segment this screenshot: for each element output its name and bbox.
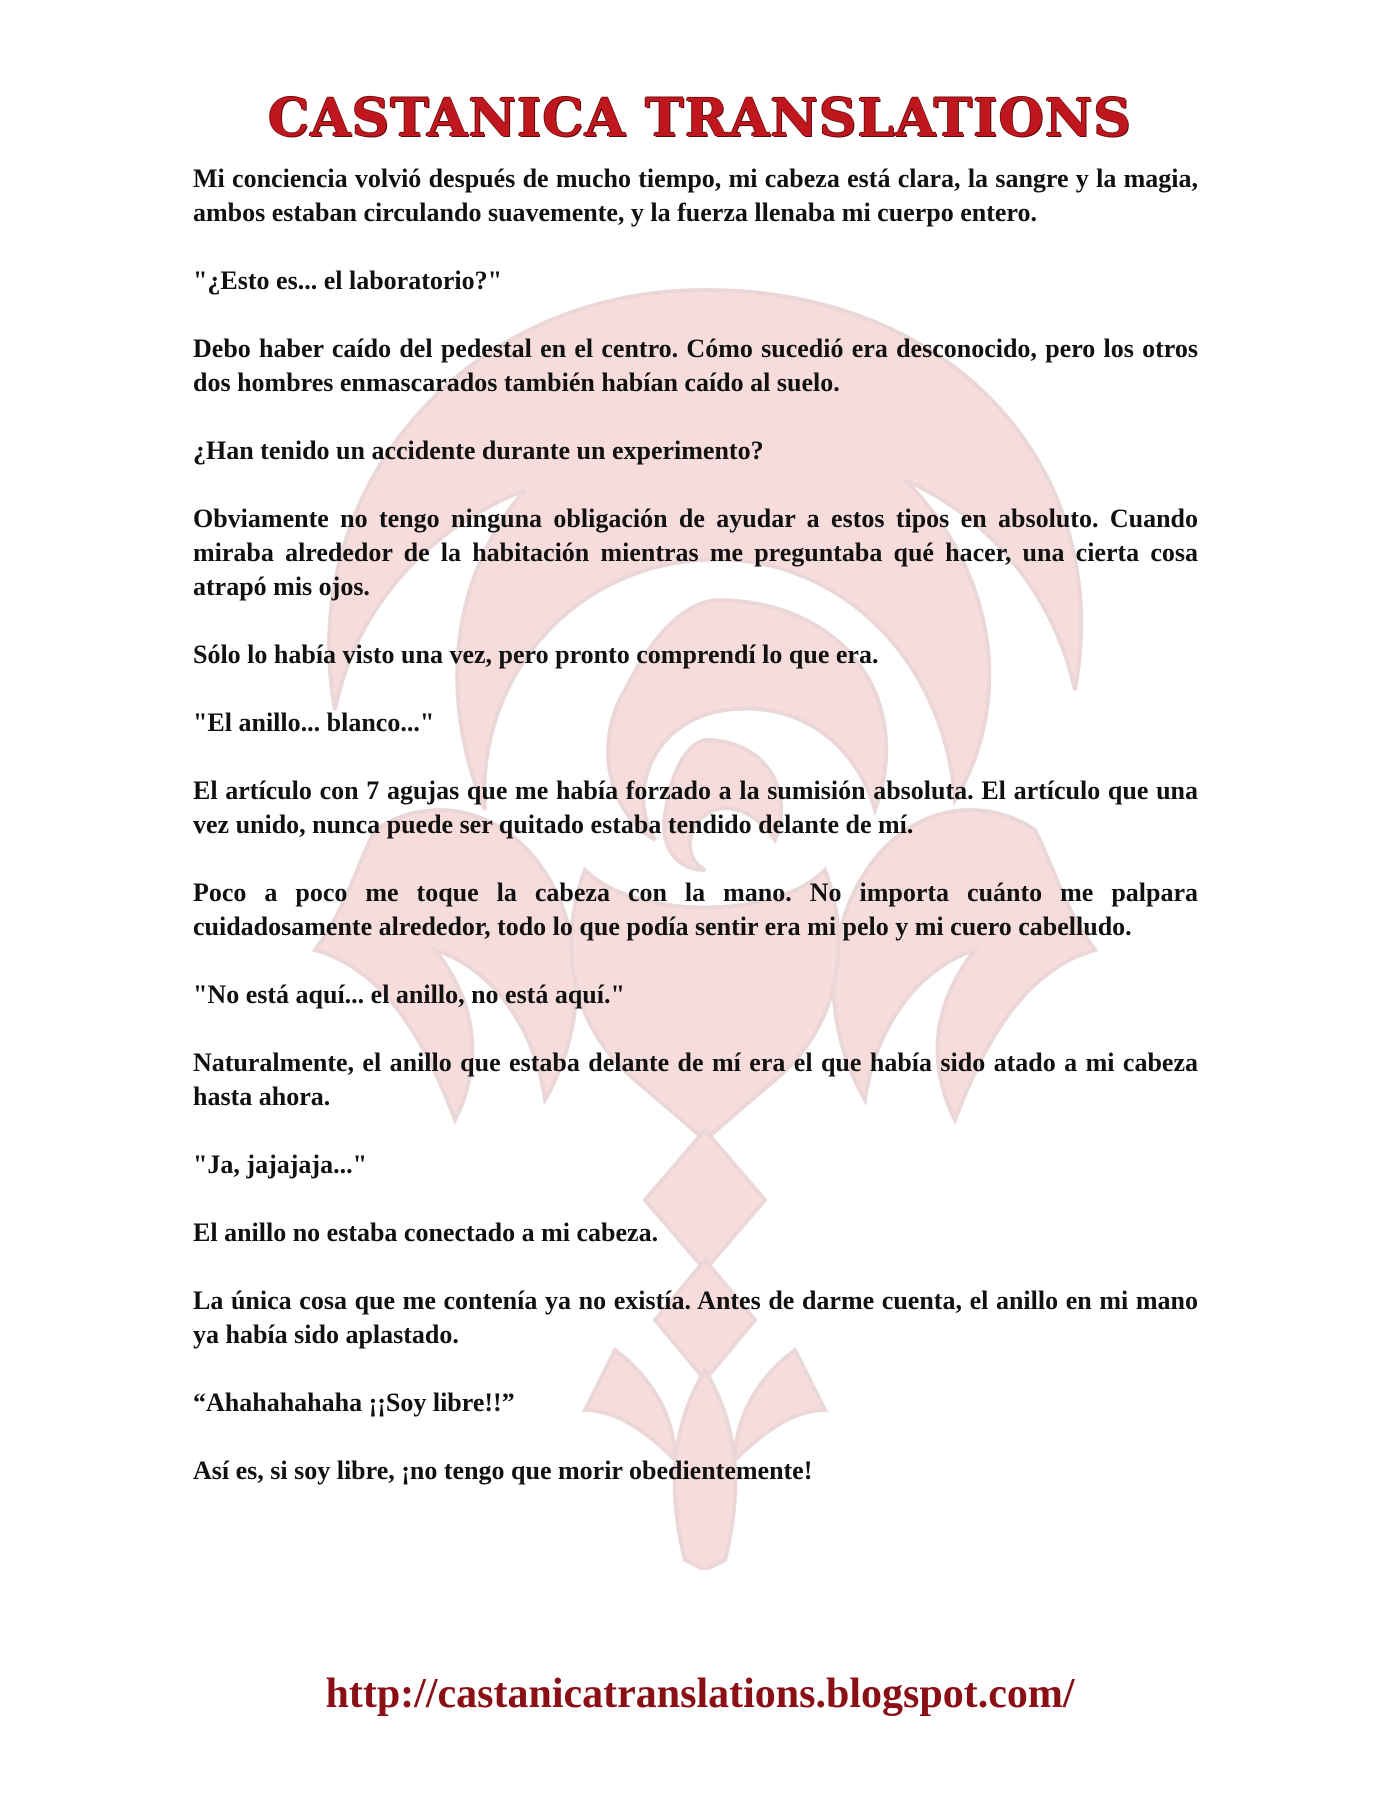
- paragraph: La única cosa que me contenía ya no existía. Antes de darme cuenta, el anillo en mi mano ya había sido aplastado.: [193, 1286, 1198, 1349]
- page-title: CASTANICA TRANSLATIONS: [268, 88, 1132, 149]
- paragraph: Debo haber caído del pedestal en el centro. Cómo sucedió era desconocido, pero los otros dos hombres enmascarados también habían caído al suelo.: [193, 334, 1198, 397]
- paragraph: Así es, si soy libre, ¡no tengo que morir obedientemente!: [193, 1456, 813, 1485]
- paragraph: El anillo no estaba conectado a mi cabeza.: [193, 1218, 659, 1247]
- paragraph: "¿Esto es... el laboratorio?": [193, 266, 503, 295]
- document-body: [193, 162, 1198, 1522]
- paragraph: Sólo lo había visto una vez, pero pronto comprendí lo que era.: [193, 640, 879, 669]
- paragraph: "El anillo... blanco...": [193, 708, 435, 737]
- paragraph: Obviamente no tengo ninguna obligación de ayudar a estos tipos en absoluto. Cuando miraba alrededor de la habitación mientras me preguntaba qué hacer, una cierta cosa atrapó mis ojos.: [193, 504, 1198, 601]
- paragraph: Poco a poco me toque la cabeza con la mano. No importa cuánto me palpara cuidadosamente alrededor, todo lo que podía sentir era mi pelo y mi cuero cabelludo.: [193, 878, 1198, 941]
- paragraph: "No está aquí... el anillo, no está aquí.": [193, 980, 625, 1009]
- paragraph: Naturalmente, el anillo que estaba delante de mí era el que había sido atado a mi cabeza hasta ahora.: [193, 1048, 1198, 1111]
- paragraph: Mi conciencia volvió después de mucho tiempo, mi cabeza está clara, la sangre y la magia, ambos estaban circulando suavemente, y la fuerza llenaba mi cuerpo entero.: [193, 164, 1198, 227]
- footer-url-link[interactable]: http://castanicatranslations.blogspot.com/: [325, 1671, 1075, 1717]
- paragraph: El artículo con 7 agujas que me había forzado a la sumisión absoluta. El artículo que una vez unido, nunca puede ser quitado estaba tendido delante de mí.: [193, 776, 1198, 839]
- paragraph: “Ahahahahaha ¡¡Soy libre!!”: [193, 1388, 515, 1417]
- paragraph: "Ja, jajajaja...": [193, 1150, 368, 1179]
- paragraph: ¿Han tenido un accidente durante un experimento?: [193, 436, 764, 465]
